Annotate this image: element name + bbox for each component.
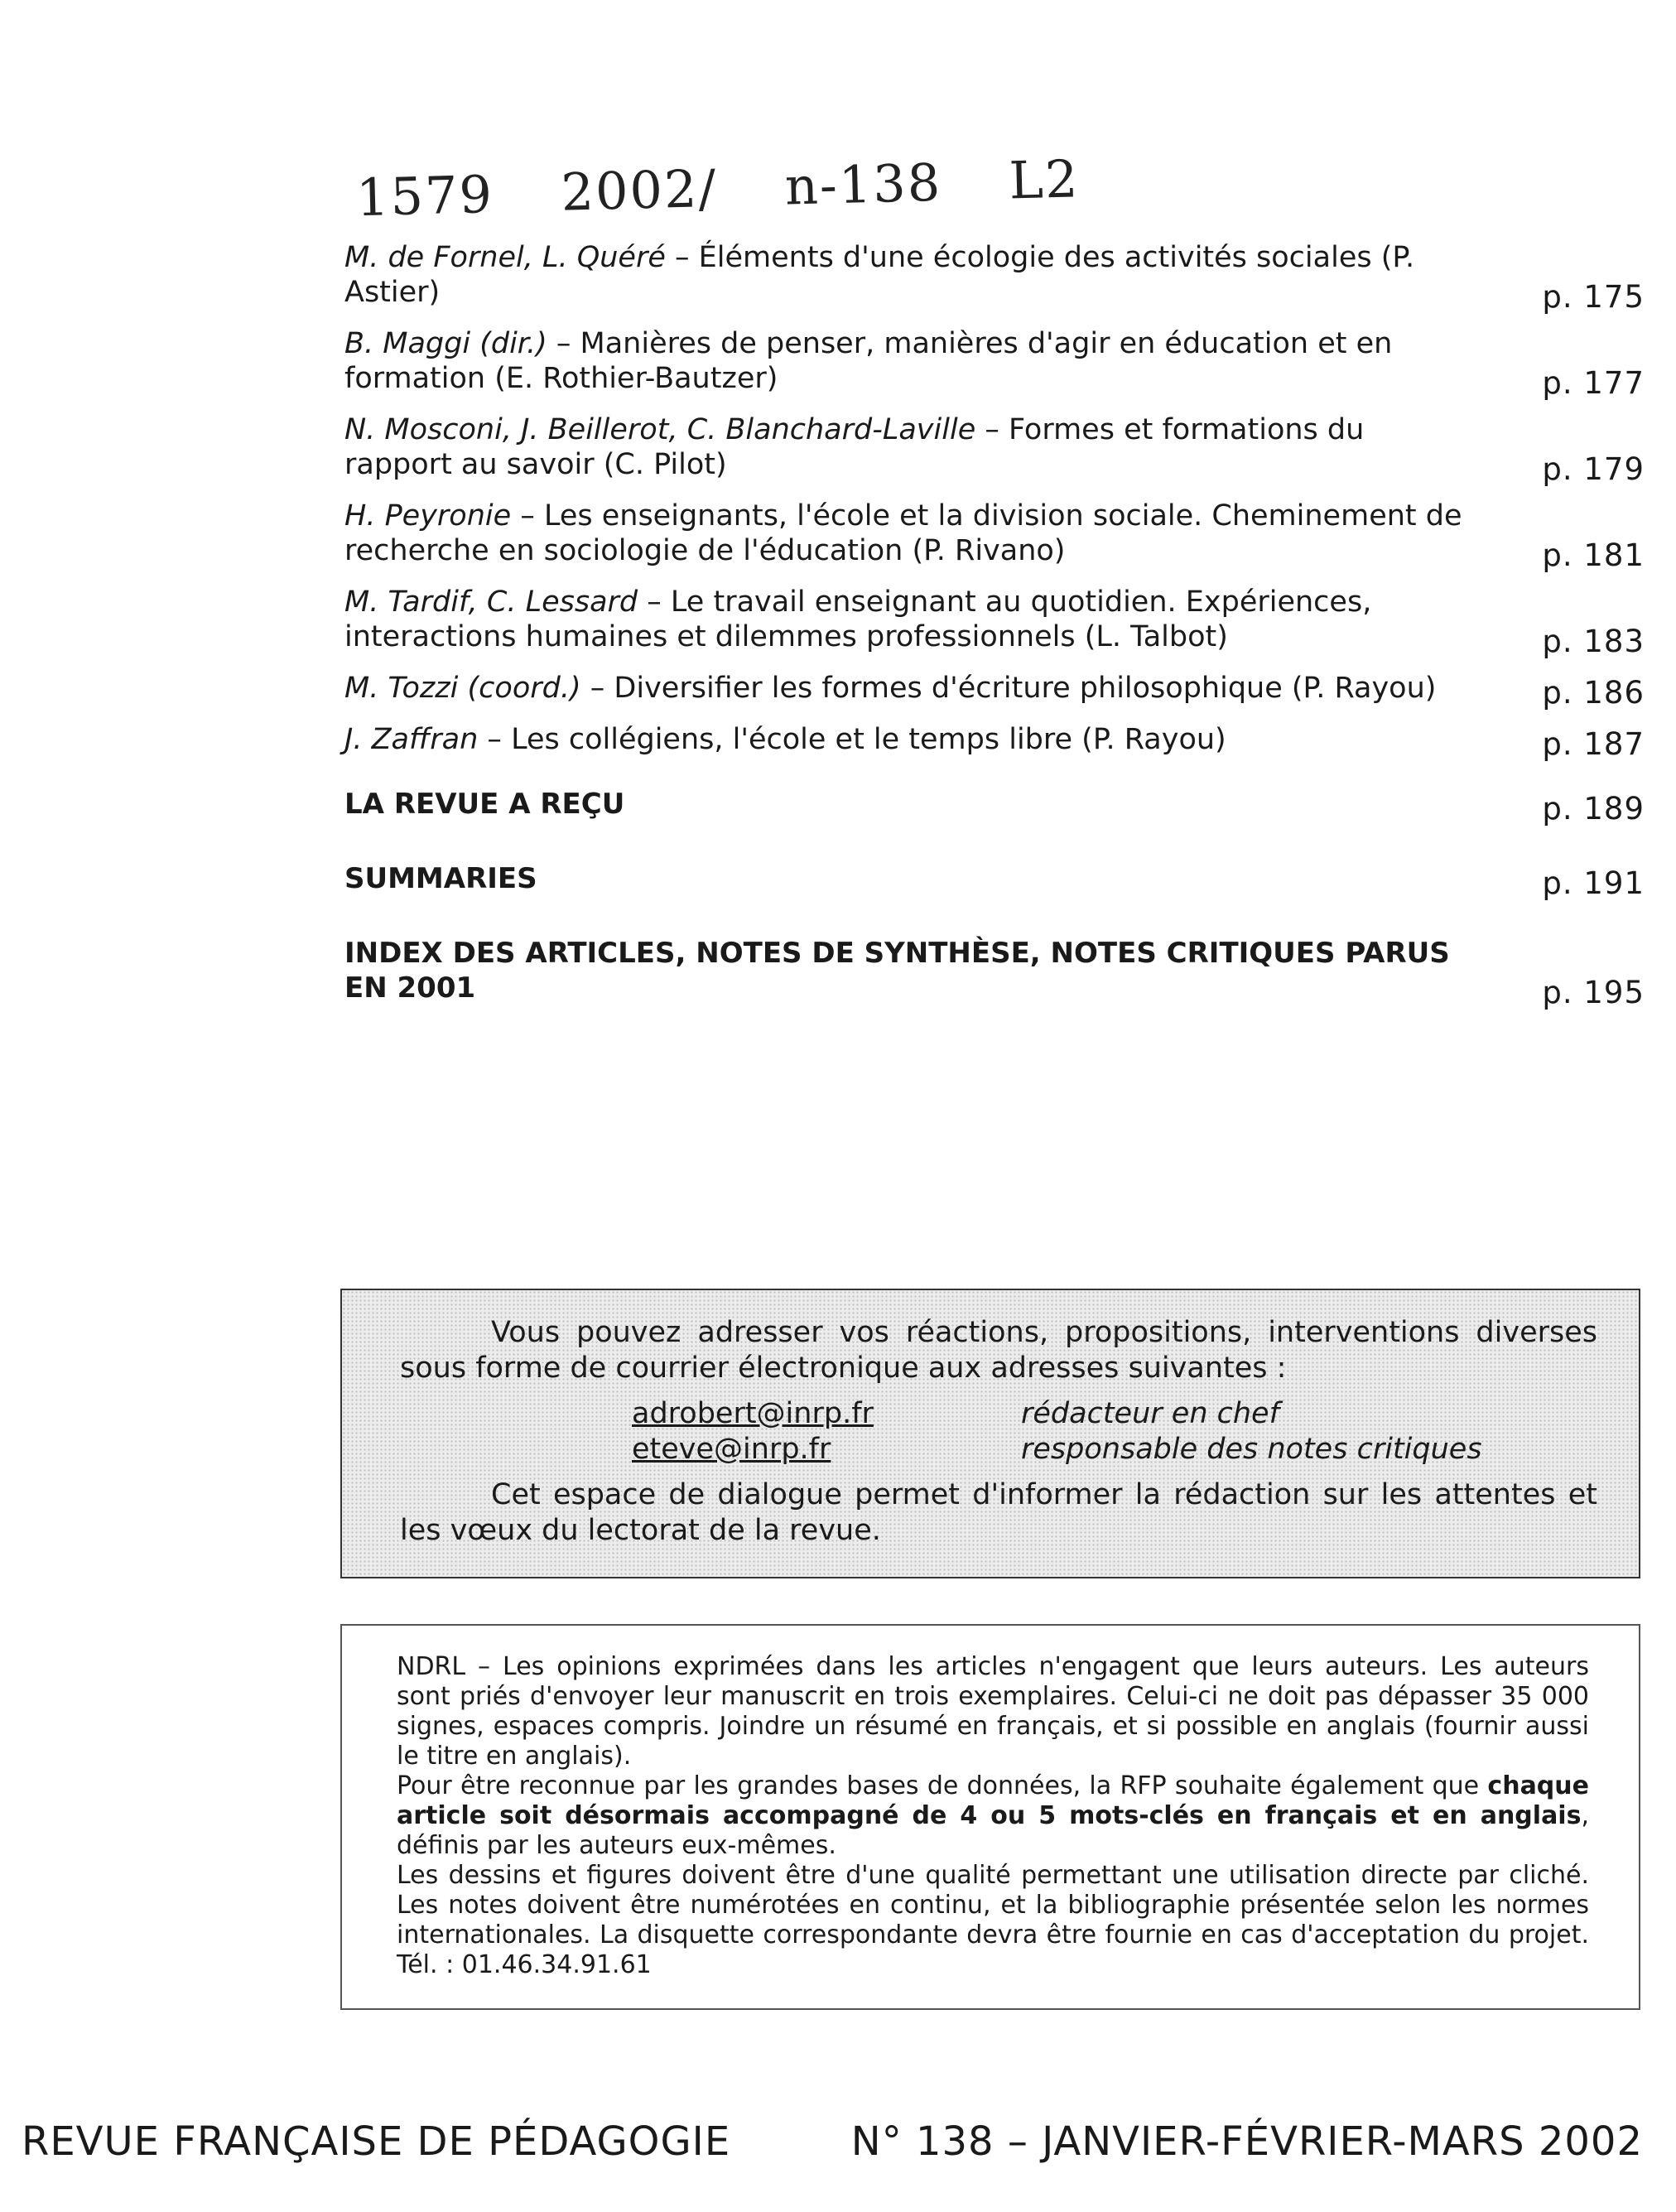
toc-entry	[344, 326, 1645, 401]
toc-section	[344, 787, 1645, 826]
toc-section-title: SUMMARIES	[344, 862, 537, 895]
handwritten-annotation-3: n-138	[783, 152, 943, 217]
contact-box	[340, 1289, 1640, 1578]
toc-section-page: p. 191	[1542, 865, 1645, 901]
toc-entry-page: p. 179	[1542, 451, 1645, 487]
editor-email-link[interactable]: adrobert@inrp.fr	[632, 1397, 874, 1430]
toc-entry-dash: –	[556, 327, 571, 360]
toc-entry	[344, 585, 1645, 659]
toc-entry-page: p. 175	[1542, 279, 1645, 315]
toc-entry-page: p. 183	[1542, 624, 1645, 659]
ndrl-paragraph-2	[397, 1771, 1589, 1861]
toc-entry	[344, 412, 1645, 487]
handwritten-annotation	[355, 147, 1129, 228]
handwritten-annotation-4: L2	[1008, 148, 1081, 211]
toc-entry-authors: M. Tardif, C. Lessard	[344, 586, 638, 619]
ndrl-keywords-requirement: chaque article soit désormais accompagné de 4 ou 5 mots-clés en français et en anglais	[397, 1771, 1589, 1830]
toc-entry-title: Le travail enseignant au quotidien. Expériences, interactions humaines et dilemmes professionnels (L. Talbot)	[344, 586, 1372, 653]
toc-entry-dash: –	[675, 241, 690, 274]
handwritten-annotation-2: 2002/	[560, 157, 719, 223]
toc-entry-dash: –	[520, 499, 535, 533]
handwritten-annotation-1: 1579	[355, 163, 494, 229]
toc-section-title: INDEX DES ARTICLES, NOTES DE SYNTHÈSE, NOTES CRITIQUES PARUS EN 2001	[344, 937, 1450, 1005]
footer-journal-title: REVUE FRANÇAISE DE PÉDAGOGIE	[22, 2118, 731, 2165]
ndrl-paragraph-2-end: , définis par les auteurs eux-mêmes.	[397, 1801, 1589, 1860]
toc-entry-authors: B. Maggi (dir.)	[344, 327, 547, 360]
toc-entry-page: p. 186	[1542, 675, 1645, 711]
toc-entry-page: p. 181	[1542, 537, 1645, 573]
reviews-email-link[interactable]: eteve@inrp.fr	[632, 1433, 831, 1466]
table-of-contents	[344, 240, 1645, 1022]
footer-issue: N° 138 – JANVIER-FÉVRIER-MARS 2002	[850, 2118, 1643, 2165]
toc-section-title: LA REVUE A REÇU	[344, 788, 625, 821]
contact-closing: Cet espace de dialogue permet d'informer la rédaction sur les attentes et les vœux du lectorat de la revue.	[400, 1478, 1597, 1547]
toc-entry-title: Éléments d'une écologie des activités sociales (P. Astier)	[344, 241, 1415, 309]
ndrl-paragraph-1: NDRL – Les opinions exprimées dans les articles n'engagent que leurs auteurs. Les auteurs sont priés d'envoyer leur manuscrit en trois exemplaires. Celui-ci ne doit pas dépasser 35 000 signes, espaces compris. Joindre un résumé en français, et si possible en anglais (fournir aussi le titre en anglais).	[397, 1652, 1589, 1771]
editor-role: rédacteur en chef	[1021, 1397, 1279, 1430]
toc-entry	[344, 671, 1645, 711]
toc-entry-title: Diversifier les formes d'écriture philosophique (P. Rayou)	[614, 672, 1437, 705]
toc-entry-page: p. 187	[1542, 726, 1645, 762]
toc-section-page: p. 195	[1542, 975, 1645, 1010]
reviews-role: responsable des notes critiques	[1021, 1433, 1482, 1466]
toc-entry	[344, 722, 1645, 762]
toc-section	[344, 861, 1645, 901]
toc-entry-authors: M. Tozzi (coord.)	[344, 672, 581, 705]
toc-section	[344, 936, 1645, 1010]
contact-email-row	[632, 1432, 1597, 1467]
toc-entry-title: Manières de penser, manières d'agir en éducation et en formation (E. Rothier-Bautzer)	[344, 327, 1393, 395]
toc-entry	[344, 240, 1645, 315]
toc-entry-authors: J. Zaffran	[344, 723, 479, 756]
toc-entry-authors: N. Mosconi, J. Beillerot, C. Blanchard-Laville	[344, 413, 976, 446]
ndrl-paragraph-2-start: Pour être reconnue par les grandes bases de données, la RFP souhaite également que	[397, 1771, 1488, 1800]
toc-section-page: p. 189	[1542, 791, 1645, 826]
toc-entry-dash: –	[487, 723, 502, 756]
toc-entry-dash: –	[590, 672, 605, 705]
toc-entry-title: Les enseignants, l'école et la division sociale. Cheminement de recherche en sociologie de l'éducation (P. Rivano)	[344, 499, 1462, 567]
ndrl-notice-box	[340, 1624, 1640, 2010]
toc-entry-authors: H. Peyronie	[344, 499, 512, 533]
toc-entry-title: Formes et formations du rapport au savoir (C. Pilot)	[344, 413, 1365, 481]
contact-intro: Vous pouvez adresser vos réactions, propositions, interventions diverses sous forme de courrier électronique aux adresses suivantes :	[400, 1316, 1597, 1385]
toc-entry-dash: –	[985, 413, 999, 446]
toc-entry-authors: M. de Fornel, L. Quéré	[344, 241, 666, 274]
toc-entry	[344, 499, 1645, 573]
toc-entry-title: Les collégiens, l'école et le temps libre (P. Rayou)	[511, 723, 1226, 756]
toc-entry-page: p. 177	[1542, 365, 1645, 401]
toc-entry-dash: –	[647, 586, 662, 619]
ndrl-paragraph-3: Les dessins et figures doivent être d'une qualité permettant une utilisation directe par cliché. Les notes doivent être numérotées en continu, et la bibliographie présentée selon les normes internationales. La disquette correspondante devra être fournie en cas d'acceptation du projet. Tél. : 01.46.34.91.61	[397, 1861, 1589, 1979]
contact-email-list	[632, 1396, 1597, 1467]
contact-email-row	[632, 1396, 1597, 1432]
